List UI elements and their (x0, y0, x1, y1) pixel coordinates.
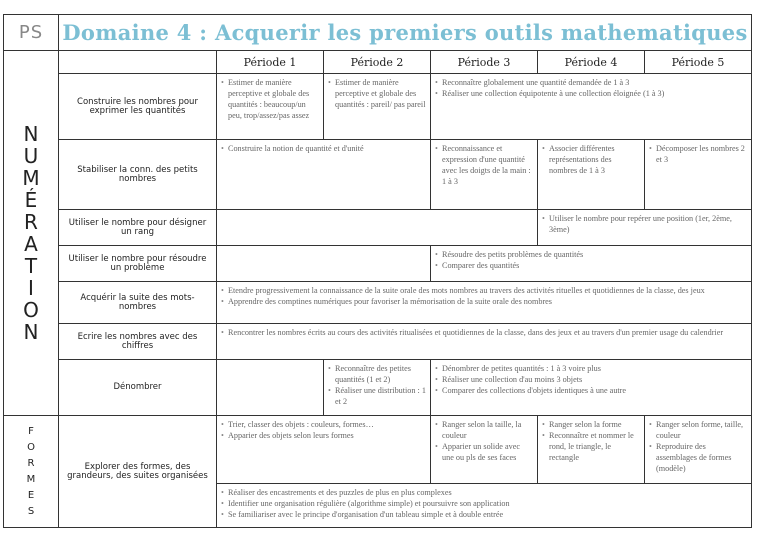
skill-resoudre: Utiliser le nombre pour résoudre un problème (59, 246, 217, 282)
domain-numeration-label: N U M É R A T I O N (22, 122, 40, 344)
level-cell: PS (4, 15, 59, 51)
stabiliser-p3: • Reconnaissance et expression d'une quantité avec les doigts de la main : 1 à 3 (431, 140, 538, 210)
resoudre-p1-p2 (217, 246, 431, 282)
designer-p4-p5: • Utiliser le nombre pour repérer une position (1er, 2ème, 3ème) (538, 210, 752, 246)
corner-empty (59, 51, 217, 74)
domain-formes (4, 416, 59, 528)
skill-denombrer: Dénombrer (59, 360, 217, 416)
construire-p1: • Estimer de manière perceptive et globale des quantités : beaucoup/un peu, trop/assez/pas assez (217, 74, 324, 140)
suite-all-periods: • Etendre progressivement la connaissance de la suite orale des mots nombres au travers des activités rituelles et quotidiennes de la classe, des jeux • Apprendre des comptines numériques pour favoriser la mémorisation de la suite orale des nombres (217, 282, 752, 324)
domain-formes-label: F O R M E S (26, 425, 36, 517)
construire-p3-p5: • Reconnaître globalement une quantité demandée de 1 à 3 • Réaliser une collection équipotente à une collection éloignée (1 à 3) (431, 74, 752, 140)
period-header-5: Période 5 (645, 51, 752, 74)
period-header-4: Période 4 (538, 51, 645, 74)
denombrer-p2: • Reconnaître des petites quantités (1 et 2) • Réaliser une distribution : 1 et 2 (324, 360, 431, 416)
curriculum-sheet (3, 14, 751, 528)
resoudre-p3-p5: • Résoudre des petits problèmes de quantités • Comparer des quantités (431, 246, 752, 282)
skill-construire: Construire les nombres pour exprimer les quantités (59, 74, 217, 140)
stabiliser-p4: • Associer différentes représentations des nombres de 1 à 3 (538, 140, 645, 210)
denombrer-p1 (217, 360, 324, 416)
stabiliser-p1-p2: • Construire la notion de quantité et d'unité (217, 140, 431, 210)
designer-p1-p3 (217, 210, 538, 246)
period-header-2: Période 2 (324, 51, 431, 74)
ecrire-all-periods: • Rencontrer les nombres écrits au cours des activités ritualisées et quotidiennes de la classe, dans des jeux et au travers d'un premier usage du calendrier (217, 324, 752, 360)
skill-ecrire: Ecrire les nombres avec des chiffres (59, 324, 217, 360)
denombrer-p3-p5: • Dénombrer de petites quantités : 1 à 3 voire plus • Réaliser une collection d'au moins 3 objets • Comparer des collections d'objets identiques à une autre (431, 360, 752, 416)
skill-formes: Explorer des formes, des grandeurs, des suites organisées (59, 416, 217, 528)
construire-p2: • Estimer de manière perceptive et globale des quantités : pareil/ pas pareil (324, 74, 431, 140)
skill-suite: Acquérir la suite des mots-nombres (59, 282, 217, 324)
skill-designer: Utiliser le nombre pour désigner un rang (59, 210, 217, 246)
formes-p5: • Ranger selon forme, taille, couleur • Reproduire des assemblages de formes (modèle) (645, 416, 752, 484)
domain-numeration (4, 51, 59, 416)
formes-p4: • Ranger selon la forme • Reconnaître et nommer le rond, le triangle, le rectangle (538, 416, 645, 484)
formes-p3: • Ranger selon la taille, la couleur • Apparier un solide avec une ou pls de ses faces (431, 416, 538, 484)
formes-p1-p2: • Trier, classer des objets : couleurs, formes… • Apparier des objets selon leurs formes (217, 416, 431, 484)
stabiliser-p5: • Décomposer les nombres 2 et 3 (645, 140, 752, 210)
period-header-3: Période 3 (431, 51, 538, 74)
formes-all-periods: • Réaliser des encastrements et des puzzles de plus en plus complexes • Identifier une organisation régulière (algorithme simple) et poursuivre son application • Se familiariser avec le principe d'organisation d'un tableau simple et à double entrée (217, 484, 752, 528)
period-header-1: Période 1 (217, 51, 324, 74)
skill-stabiliser: Stabiliser la conn. des petits nombres (59, 140, 217, 210)
page-title: Domaine 4 : Acquerir les premiers outils mathematiques (59, 15, 752, 51)
curriculum-table (3, 14, 752, 528)
